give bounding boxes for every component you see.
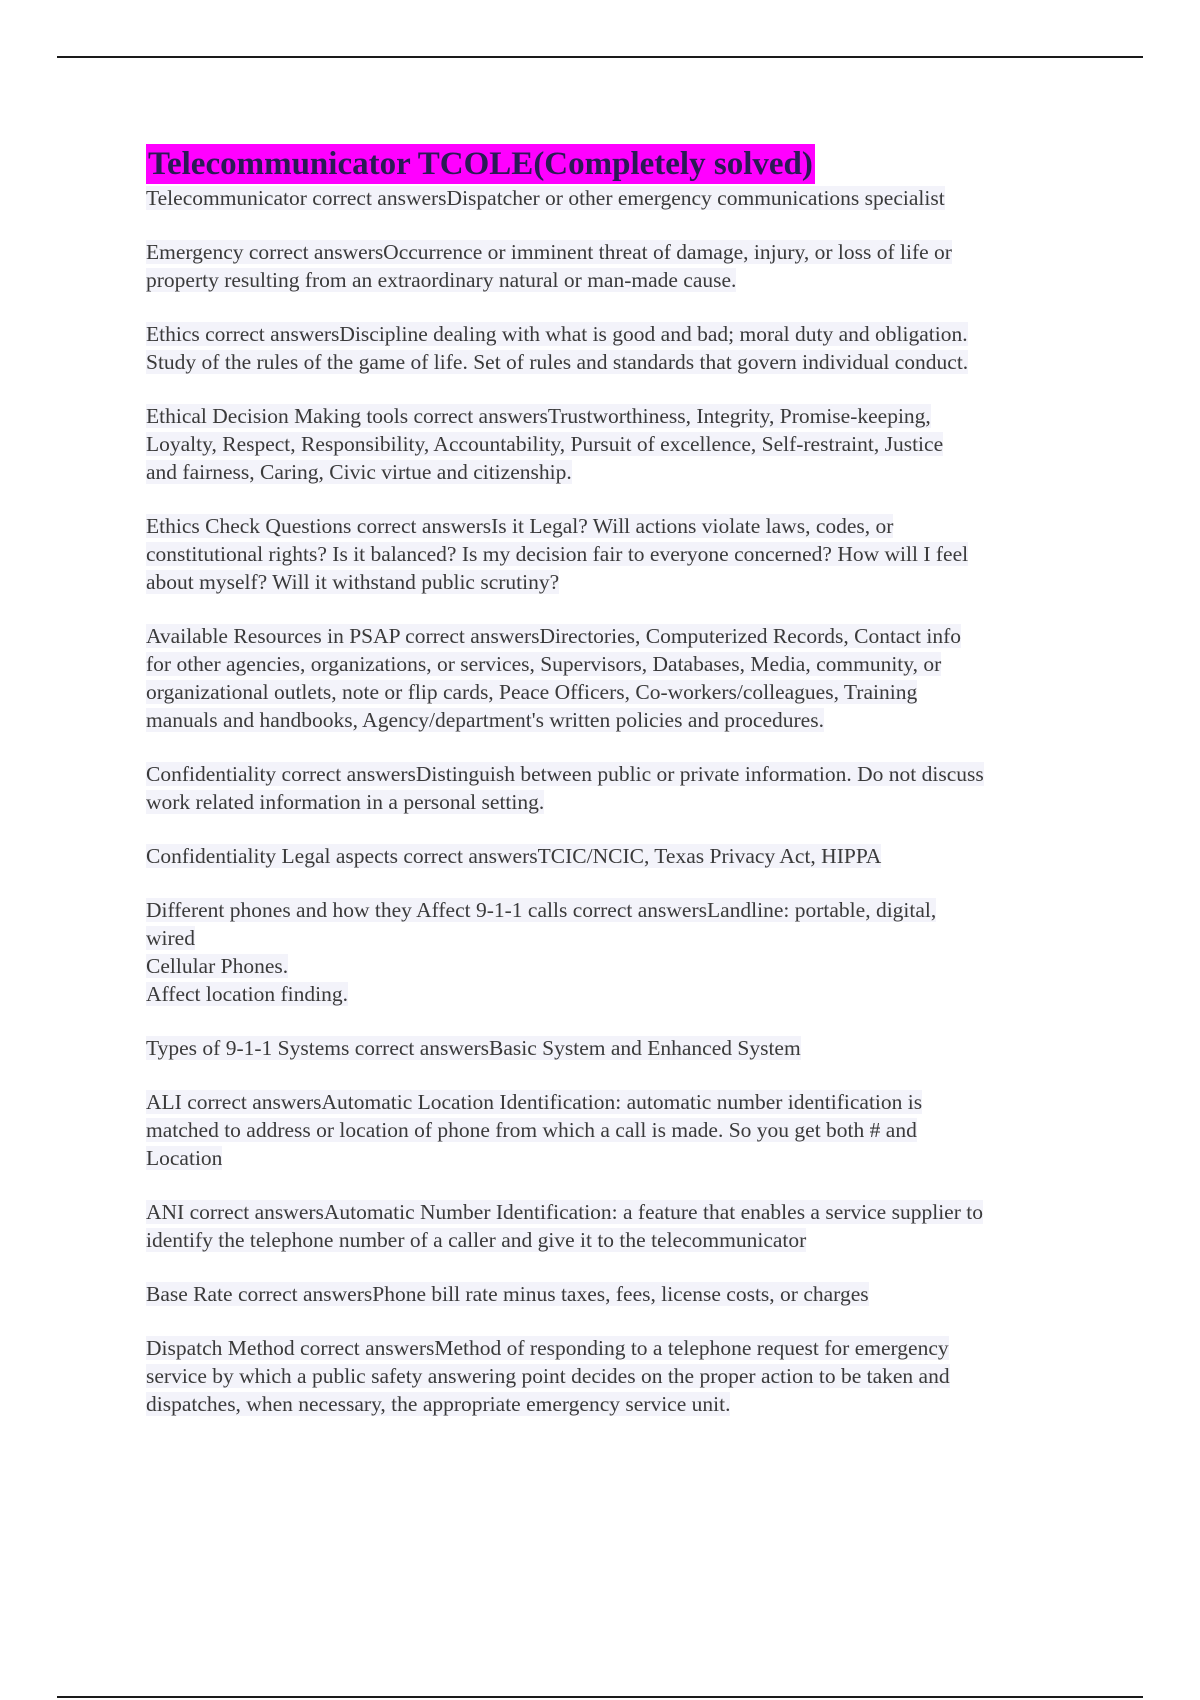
- qa-entry-text: Dispatch Method correct answersMethod of responding to a telephone request for emergency: [146, 1336, 949, 1360]
- page-bottom-rule: [57, 1696, 1143, 1698]
- qa-entry-line: [146, 1362, 1106, 1390]
- qa-entry-line: [146, 1088, 1106, 1116]
- qa-entry-text: Confidentiality correct answersDistinguish between public or private information. Do not discuss: [146, 762, 984, 786]
- qa-entry-text: for other agencies, organizations, or services, Supervisors, Databases, Media, community, or: [146, 652, 942, 676]
- qa-entry-line: [146, 622, 1106, 650]
- qa-entry-line: [146, 1226, 1106, 1254]
- qa-entry-text: ALI correct answersAutomatic Location Identification: automatic number identification is: [146, 1090, 923, 1114]
- qa-entry-line: [146, 458, 1106, 486]
- qa-entry: [146, 1334, 1106, 1418]
- qa-entry-text: manuals and handbooks, Agency/department's written policies and procedures.: [146, 708, 824, 732]
- qa-entry-line: [146, 1034, 1106, 1062]
- qa-entry-text: work related information in a personal setting.: [146, 790, 545, 814]
- qa-entry-line: [146, 568, 1106, 596]
- qa-entry-text: Ethics correct answersDiscipline dealing with what is good and bad; moral duty and obligation.: [146, 322, 968, 346]
- qa-entry-text: Types of 9-1-1 Systems correct answersBasic System and Enhanced System: [146, 1036, 801, 1060]
- document-title: Telecommunicator TCOLE(Completely solved): [148, 146, 813, 182]
- qa-entry-line: [146, 760, 1106, 788]
- qa-entry-text: Affect location finding.: [146, 982, 349, 1006]
- qa-entry-line: [146, 980, 1106, 1008]
- qa-entry-line: [146, 1116, 1106, 1144]
- qa-entry: [146, 184, 1106, 212]
- qa-entry: [146, 842, 1106, 870]
- qa-entry-line: [146, 348, 1106, 376]
- qa-entry-line: [146, 512, 1106, 540]
- qa-entry-text: wired: [146, 926, 195, 950]
- qa-entry-text: matched to address or location of phone from which a call is made. So you get both # and: [146, 1118, 917, 1142]
- qa-entry: [146, 1198, 1106, 1254]
- qa-entry: [146, 320, 1106, 376]
- qa-entry-line: [146, 1390, 1106, 1418]
- document-body: [146, 144, 1106, 1444]
- qa-entry-text: about myself? Will it withstand public scrutiny?: [146, 570, 560, 594]
- qa-entry-text: Available Resources in PSAP correct answersDirectories, Computerized Records, Contact info: [146, 624, 961, 648]
- qa-entry-text: Ethics Check Questions correct answersIs it Legal? Will actions violate laws, codes, or: [146, 514, 894, 538]
- qa-entry-text: organizational outlets, note or flip cards, Peace Officers, Co-workers/colleagues, Training: [146, 680, 918, 704]
- qa-entry-line: [146, 1280, 1106, 1308]
- qa-entry: [146, 512, 1106, 596]
- qa-entry-line: [146, 1198, 1106, 1226]
- qa-entry-text: dispatches, when necessary, the appropriate emergency service unit.: [146, 1392, 731, 1416]
- qa-entry: [146, 896, 1106, 1008]
- qa-entry: [146, 402, 1106, 486]
- qa-entry-text: property resulting from an extraordinary natural or man-made cause.: [146, 268, 737, 292]
- qa-entry-line: [146, 678, 1106, 706]
- qa-entry-text: Emergency correct answersOccurrence or imminent threat of damage, injury, or loss of life or: [146, 240, 952, 264]
- qa-entry-text: Confidentiality Legal aspects correct answersTCIC/NCIC, Texas Privacy Act, HIPPA: [146, 844, 882, 868]
- qa-entry-line: [146, 1334, 1106, 1362]
- qa-entry-line: [146, 788, 1106, 816]
- qa-entry: [146, 1034, 1106, 1062]
- qa-entry-text: Location: [146, 1146, 223, 1170]
- qa-entry-line: [146, 402, 1106, 430]
- qa-entry-text: Ethical Decision Making tools correct answersTrustworthiness, Integrity, Promise-keeping,: [146, 404, 931, 428]
- qa-entry-line: [146, 896, 1106, 924]
- qa-entry: [146, 622, 1106, 734]
- qa-entry-line: [146, 320, 1106, 348]
- qa-entry-line: [146, 1144, 1106, 1172]
- qa-entry-text: identify the telephone number of a caller and give it to the telecommunicator: [146, 1228, 807, 1252]
- qa-entry: [146, 1088, 1106, 1172]
- qa-entry-text: Cellular Phones.: [146, 954, 289, 978]
- qa-entry-line: [146, 540, 1106, 568]
- qa-entry-line: [146, 430, 1106, 458]
- qa-entry-line: [146, 184, 1106, 212]
- qa-entry-line: [146, 952, 1106, 980]
- qa-entry-text: Different phones and how they Affect 9-1-1 calls correct answersLandline: portable, digital,: [146, 898, 937, 922]
- qa-entry-line: [146, 842, 1106, 870]
- qa-entry-line: [146, 924, 1106, 952]
- qa-entry-text: Telecommunicator correct answersDispatcher or other emergency communications specialist: [146, 186, 945, 210]
- qa-entry-text: and fairness, Caring, Civic virtue and citizenship.: [146, 460, 572, 484]
- page-top-rule: [57, 56, 1143, 58]
- qa-entry: [146, 238, 1106, 294]
- qa-entry-line: [146, 238, 1106, 266]
- qa-entry: [146, 1280, 1106, 1308]
- qa-entry-text: Study of the rules of the game of life. Set of rules and standards that govern individual conduct.: [146, 350, 969, 374]
- qa-entry-text: service by which a public safety answering point decides on the proper action to be taken and: [146, 1364, 950, 1388]
- qa-entry-text: Loyalty, Respect, Responsibility, Accountability, Pursuit of excellence, Self-restraint, Justice: [146, 432, 944, 456]
- qa-entry-text: constitutional rights? Is it balanced? Is my decision fair to everyone concerned? How will I feel: [146, 542, 969, 566]
- qa-entry: [146, 760, 1106, 816]
- qa-entry-line: [146, 650, 1106, 678]
- qa-entry-list: [146, 184, 1106, 1418]
- qa-entry-text: Base Rate correct answersPhone bill rate minus taxes, fees, license costs, or charges: [146, 1282, 869, 1306]
- qa-entry-line: [146, 266, 1106, 294]
- qa-entry-line: [146, 706, 1106, 734]
- qa-entry-text: ANI correct answersAutomatic Number Identification: a feature that enables a service supplier to: [146, 1200, 983, 1224]
